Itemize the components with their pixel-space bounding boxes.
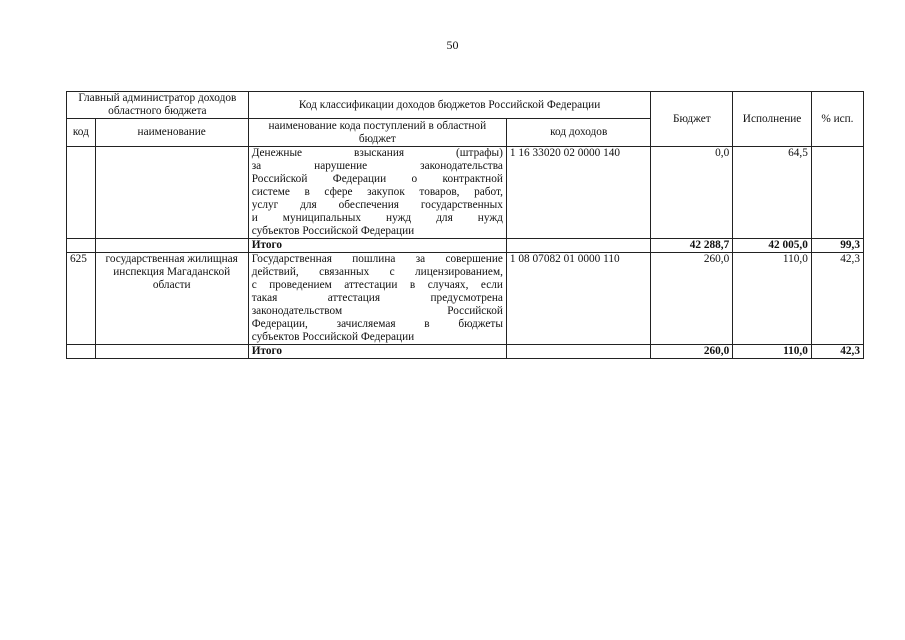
admin-code-cell [67,147,96,239]
total-row [67,239,864,253]
income-code-cell: 1 16 33020 02 0000 140 [506,147,651,239]
header-budget: Бюджет [651,92,733,147]
header-name: наименование [95,119,248,147]
total-label: Итого [248,345,506,359]
admin-code-cell: 625 [67,253,96,345]
page-number: 50 [446,38,459,52]
header-income-code: код доходов [506,119,651,147]
pct-cell: 42,3 [811,253,863,345]
execution-cell: 110,0 [733,253,812,345]
header-income-name: наименование кода поступлений в областной бюджет [248,119,506,147]
table-row [67,253,864,345]
budget-table [66,91,864,359]
total-pct: 42,3 [811,345,863,359]
income-description-cell: Государственная пошлина за совершение действий, связанных с лицензированием, с проведением аттестации в случаях, если такая аттестация предусмотрена законодательством Российской Федерации, зачисляемая в бюджеты субъектов Российской Федерации [248,253,506,345]
total-execution: 42 005,0 [733,239,812,253]
total-pct: 99,3 [811,239,863,253]
header-pct: % исп. [811,92,863,147]
header-execution: Исполнение [733,92,812,147]
header-admin-group: Главный администратор доходов областного бюджета [67,92,249,119]
admin-name-cell: государственная жилищная инспекция Магаданской области [95,253,248,345]
table-row [67,147,864,239]
admin-name-cell [95,147,248,239]
budget-cell: 0,0 [651,147,733,239]
execution-cell: 64,5 [733,147,812,239]
header-row-1 [67,92,864,119]
total-label: Итого [248,239,506,253]
pct-cell [811,147,863,239]
total-row [67,345,864,359]
total-execution: 110,0 [733,345,812,359]
budget-cell: 260,0 [651,253,733,345]
total-budget: 42 288,7 [651,239,733,253]
total-budget: 260,0 [651,345,733,359]
header-classification-group: Код классификации доходов бюджетов Российской Федерации [248,92,651,119]
header-code: код [67,119,96,147]
income-code-cell: 1 08 07082 01 0000 110 [506,253,651,345]
income-description-cell: Денежные взыскания (штрафы) за нарушение законодательства Российской Федерации о контрактной системе в сфере закупок товаров, работ, услуг для обеспечения государственных и муниципальных нужд для нужд субъектов Российской Федерации [248,147,506,239]
